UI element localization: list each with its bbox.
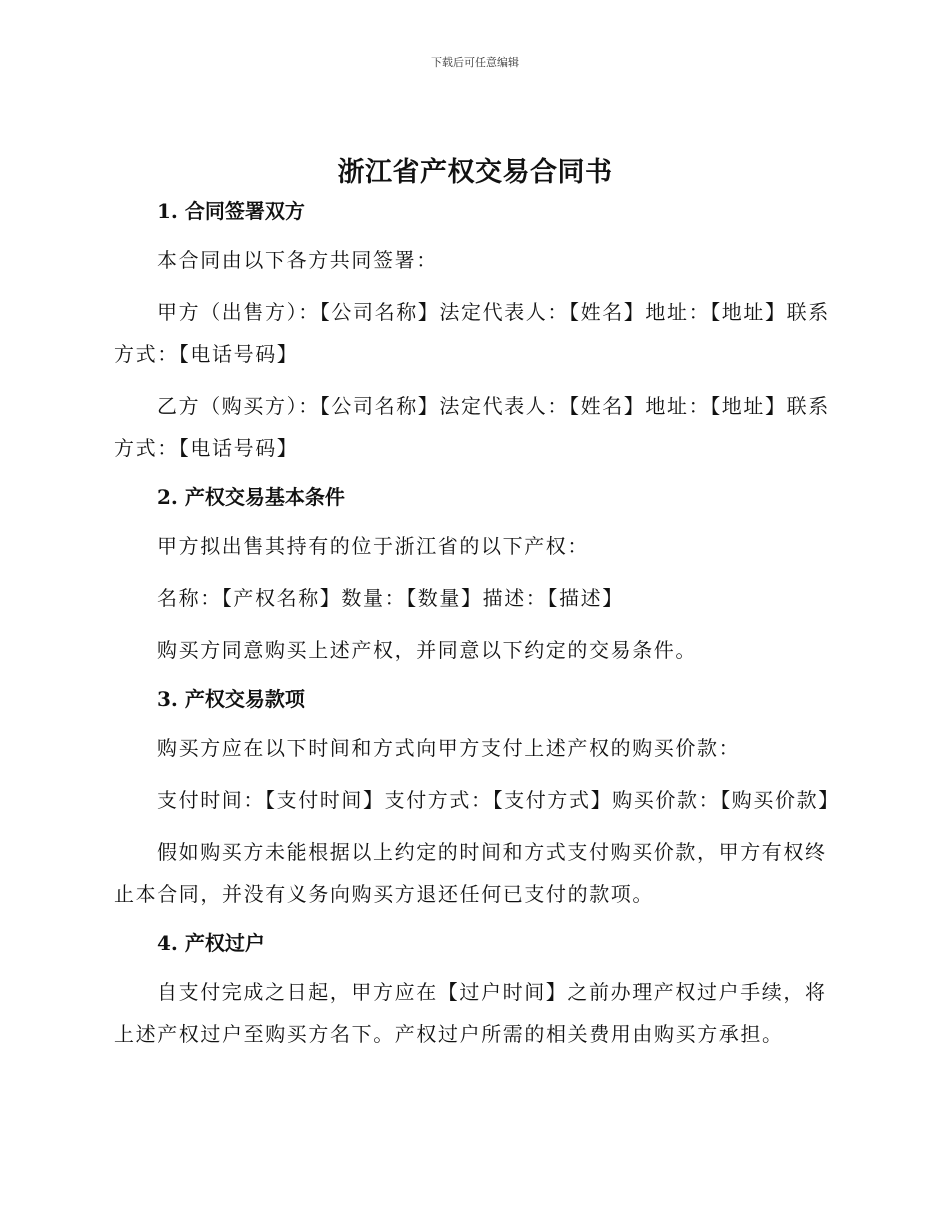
paragraph: 购买方应在以下时间和方式向甲方支付上述产权的购买价款： bbox=[157, 736, 741, 760]
section-heading: 2. 产权交易基本条件 bbox=[157, 485, 345, 509]
section-signing-parties bbox=[114, 193, 834, 469]
document-body bbox=[114, 193, 840, 1055]
paragraph-party-a: 甲方（出售方）：【公司名称】法定代表人：【姓名】地址：【地址】联系方式：【电话号码】 bbox=[114, 300, 830, 366]
document-title: 浙江省产权交易合同书 bbox=[337, 157, 613, 188]
section-transfer bbox=[114, 925, 834, 1055]
paragraph-payment-terms: 支付时间：【支付时间】支付方式：【支付方式】购买价款：【购买价款】 bbox=[157, 788, 840, 812]
section-heading: 1. 合同签署双方 bbox=[157, 199, 305, 223]
paragraph-transfer-clause: 自支付完成之日起，甲方应在【过户时间】之前办理产权过户手续，将上述产权过户至购买方名下。产权过户所需的相关费用由购买方承担。 bbox=[114, 980, 827, 1046]
section-heading: 3. 产权交易款项 bbox=[157, 687, 305, 711]
paragraph: 购买方同意购买上述产权，并同意以下约定的交易条件。 bbox=[157, 638, 697, 662]
header-note: 下载后可任意编辑 bbox=[431, 56, 519, 69]
paragraph: 本合同由以下各方共同签署： bbox=[157, 248, 438, 272]
section-payment bbox=[114, 681, 840, 915]
paragraph-default-clause: 假如购买方未能根据以上约定的时间和方式支付购买价款，甲方有权终止本合同，并没有义务向购买方退还任何已支付的款项。 bbox=[114, 840, 827, 906]
section-basic-conditions bbox=[114, 479, 834, 671]
section-heading: 4. 产权过户 bbox=[157, 931, 265, 955]
paragraph-property-details: 名称：【产权名称】数量：【数量】描述：【描述】 bbox=[157, 586, 624, 610]
paragraph-party-b: 乙方（购买方）：【公司名称】法定代表人：【姓名】地址：【地址】联系方式：【电话号码】 bbox=[114, 394, 830, 460]
paragraph: 甲方拟出售其持有的位于浙江省的以下产权： bbox=[157, 534, 589, 558]
